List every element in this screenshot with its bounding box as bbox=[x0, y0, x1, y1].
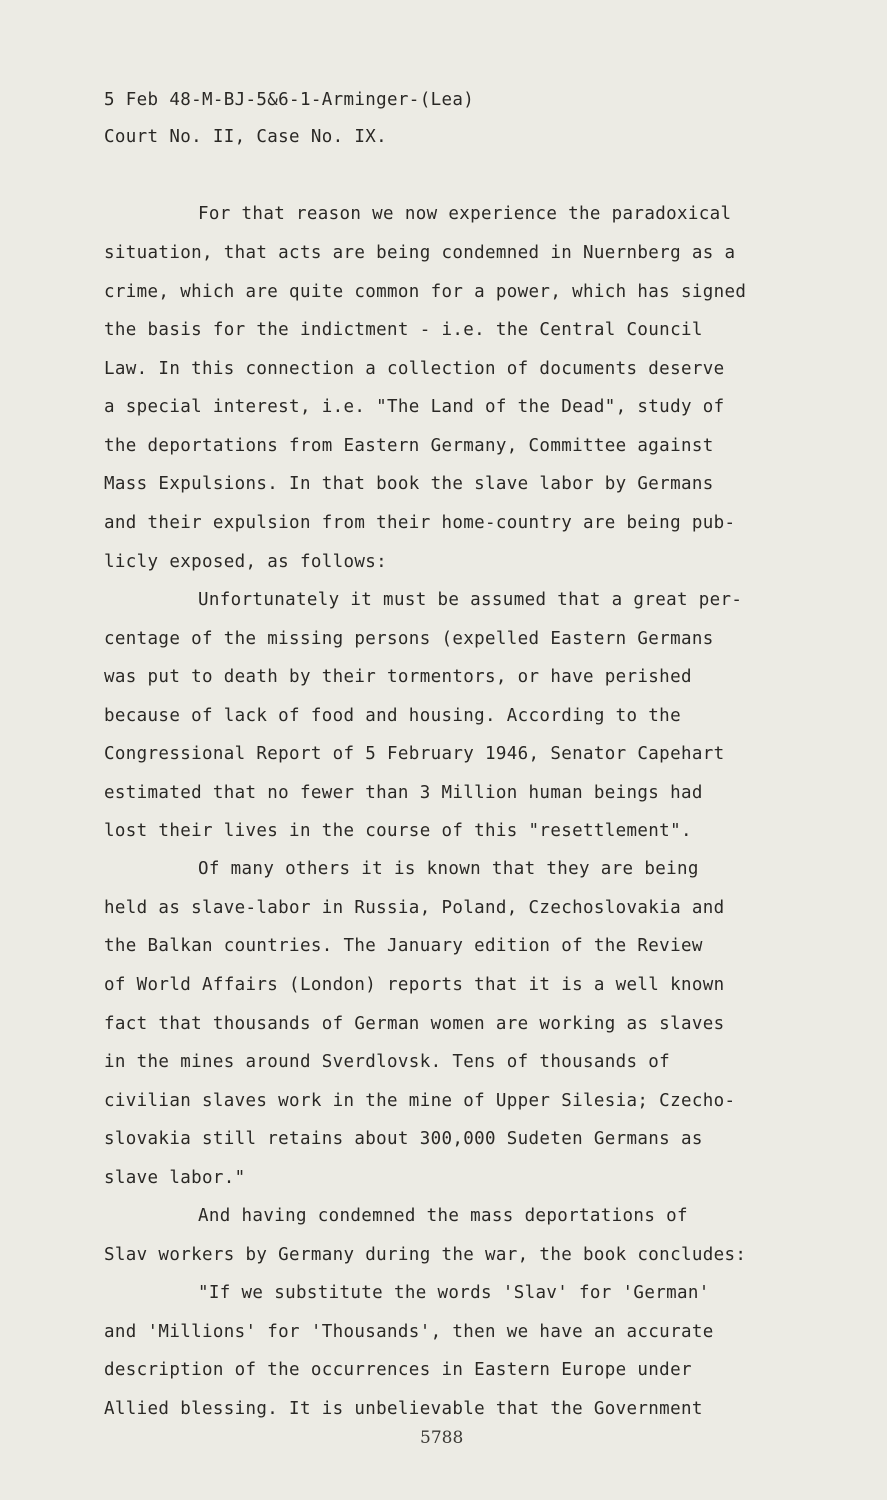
text-line: situation, that acts are being condemned in Nuernberg as a bbox=[104, 243, 736, 263]
text-line: and their expulsion from their home-country are being pub- bbox=[104, 513, 736, 533]
text-line: because of lack of food and housing. According to the bbox=[104, 706, 681, 726]
text-line: estimated that no fewer than 3 Million human beings had bbox=[104, 783, 703, 803]
text-line: Mass Expulsions. In that book the slave labor by Germans bbox=[104, 474, 714, 494]
text-line: civilian slaves work in the mine of Upper Silesia; Czecho- bbox=[104, 1091, 736, 1111]
page-number: 5788 bbox=[420, 1428, 464, 1448]
text-line: held as slave-labor in Russia, Poland, Czechoslovakia and bbox=[104, 898, 725, 918]
text-line: the Balkan countries. The January edition of the Review bbox=[104, 936, 703, 956]
text-line: crime, which are quite common for a power, which has signed bbox=[104, 282, 747, 302]
text-line: Allied blessing. It is unbelievable that the Government bbox=[104, 1399, 703, 1419]
text-line: was put to death by their tormentors, or have perished bbox=[104, 667, 692, 687]
text-line: centage of the missing persons (expelled Eastern Germans bbox=[104, 629, 714, 649]
text-line: in the mines around Sverdlovsk. Tens of thousands of bbox=[104, 1052, 671, 1072]
text-line: For that reason we now experience the paradoxical bbox=[198, 204, 732, 224]
text-line: Of many others it is known that they are being bbox=[198, 859, 699, 879]
text-line: and 'Millions' for 'Thousands', then we have an accurate bbox=[104, 1322, 714, 1342]
text-line: "If we substitute the words 'Slav' for 'German' bbox=[198, 1283, 710, 1303]
text-line: slave labor." bbox=[104, 1168, 246, 1188]
text-line: licly exposed, as follows: bbox=[104, 552, 388, 572]
text-line: of World Affairs (London) reports that it is a well known bbox=[104, 975, 725, 995]
text-line: Slav workers by Germany during the war, the book concludes: bbox=[104, 1245, 747, 1265]
text-line: slovakia still retains about 300,000 Sudeten Germans as bbox=[104, 1129, 703, 1149]
text-line: the deportations from Eastern Germany, Committee against bbox=[104, 436, 714, 456]
text-line: the basis for the indictment - i.e. the Central Council bbox=[104, 320, 703, 340]
text-line: description of the occurrences in Eastern Europe under bbox=[104, 1360, 692, 1380]
court-case-line: Court No. II, Case No. IX. bbox=[104, 127, 388, 147]
text-line: lost their lives in the course of this "resettlement". bbox=[104, 821, 692, 841]
text-line: fact that thousands of German women are working as slaves bbox=[104, 1014, 725, 1034]
text-line: a special interest, i.e. "The Land of the Dead", study of bbox=[104, 397, 725, 417]
text-line: Unfortunately it must be assumed that a great per- bbox=[198, 590, 743, 610]
document-reference: 5 Feb 48-M-BJ-5&6-1-Arminger-(Lea) bbox=[104, 90, 475, 110]
text-line: Law. In this connection a collection of documents deserve bbox=[104, 359, 725, 379]
text-line: And having condemned the mass deportations of bbox=[198, 1206, 688, 1226]
text-line: Congressional Report of 5 February 1946, Senator Capehart bbox=[104, 744, 725, 764]
